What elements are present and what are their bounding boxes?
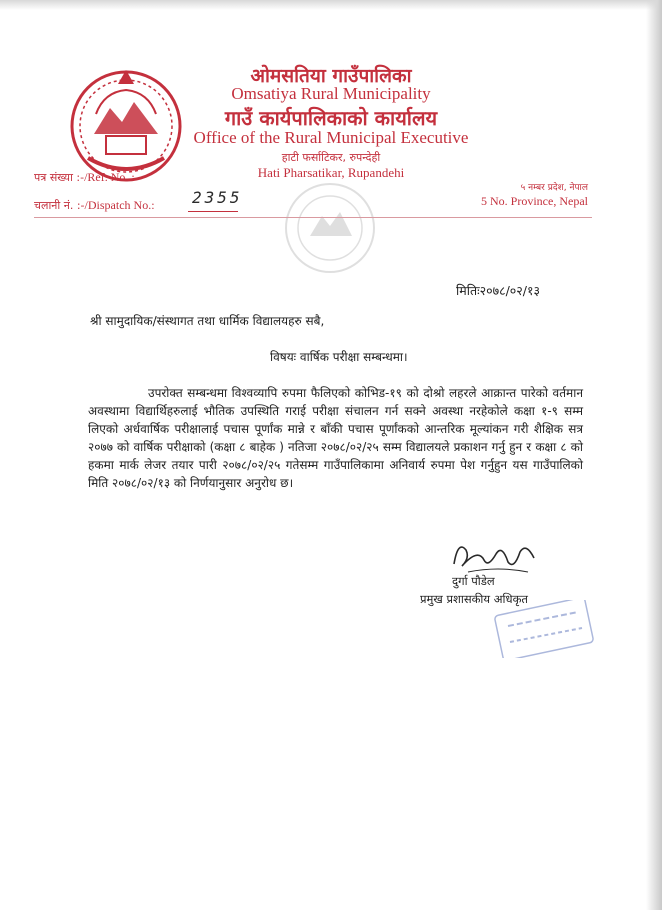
- letterhead-divider: [34, 217, 592, 218]
- address-ne: हाटी फर्साटिकर, रुपन्देही: [281, 151, 381, 164]
- scan-top-shadow: [0, 0, 662, 10]
- office-name-en: Office of the Rural Municipal Executive: [193, 128, 469, 147]
- signatory-name: दुर्गा पौडेल: [452, 574, 495, 588]
- official-stamp-icon: [494, 600, 594, 658]
- office-name-ne: गाउँ कार्यपालिकाको कार्यालय: [224, 106, 438, 130]
- signatory-title: प्रमुख प्रशासकीय अधिकृत: [420, 592, 528, 606]
- scan-right-shadow: [646, 0, 662, 910]
- letter-body: उपरोक्त सम्बन्धमा विश्वव्यापि रुपमा फैलिएको कोभिड-१९ को दोश्रो लहरले आक्रान्त पारेको वर्तमान अवस्थामा विद्यार्थिहरुलाई भौतिक उपस्थिति गराई परीक्षा संचालन गर्न सक्ने अवस्था नरहेकोले कक्षा १-९ सम्म लिएको अर्धवार्षिक परीक्षालाई पचास पूर्णांक मान्ने र बाँकी पचास पूर्णांकको आन्तरिक मूल्यांकन गरी शैक्षिक सत्र २०७७ को वार्षिक परीक्षाको (कक्षा ८ बाहेक ) नतिजा २०७८/०२/२५ सम्म विद्यालयले प्रकाशन गर्नु हुन र कक्षा ८ को हकमा मार्क लेजर तयार पारी २०७८/०२/२५ गतेसम्म गाउँपालिकामा अनिवार्य रुपमा पेश गर्नुहुन यस गाउँपालिको मिति २०७८/०२/१३ को निर्णयानुसार अनुरोध छ।: [88, 386, 583, 490]
- ref-label-en: /Ref. No. :: [84, 170, 135, 184]
- province-en: 5 No. Province, Nepal: [481, 194, 588, 208]
- dispatch-label-en: /Dispatch No.:: [84, 198, 155, 212]
- dispatch-underline: [188, 211, 238, 212]
- municipality-name-ne: ओमसतिया गाउँपालिका: [250, 65, 412, 87]
- ref-label-ne: पत्र संख्या :-: [34, 171, 85, 184]
- dispatch-number-label: [34, 198, 155, 213]
- faint-seal-icon: [282, 180, 378, 276]
- signature-scrawl-icon: [448, 536, 540, 576]
- dispatch-label-ne: चलानी नं. :-: [34, 199, 85, 212]
- letter-addressee: श्री सामुदायिक/संस्थागत तथा धार्मिक विद्यालयहरु सबै,: [90, 314, 325, 328]
- letter-date: मितिः२०७८/०२/१३: [456, 283, 541, 298]
- ref-number-label: [34, 170, 135, 185]
- address-en: Hati Pharsatikar, Rupandehi: [257, 165, 405, 180]
- dispatch-number-handwritten: 2355: [192, 188, 243, 207]
- municipality-name-en: Omsatiya Rural Municipality: [231, 84, 431, 103]
- letter-subject: विषयः वार्षिक परीक्षा सम्बन्धमा।: [270, 350, 408, 364]
- province-ne: ५ नम्बर प्रदेश, नेपाल: [520, 183, 588, 193]
